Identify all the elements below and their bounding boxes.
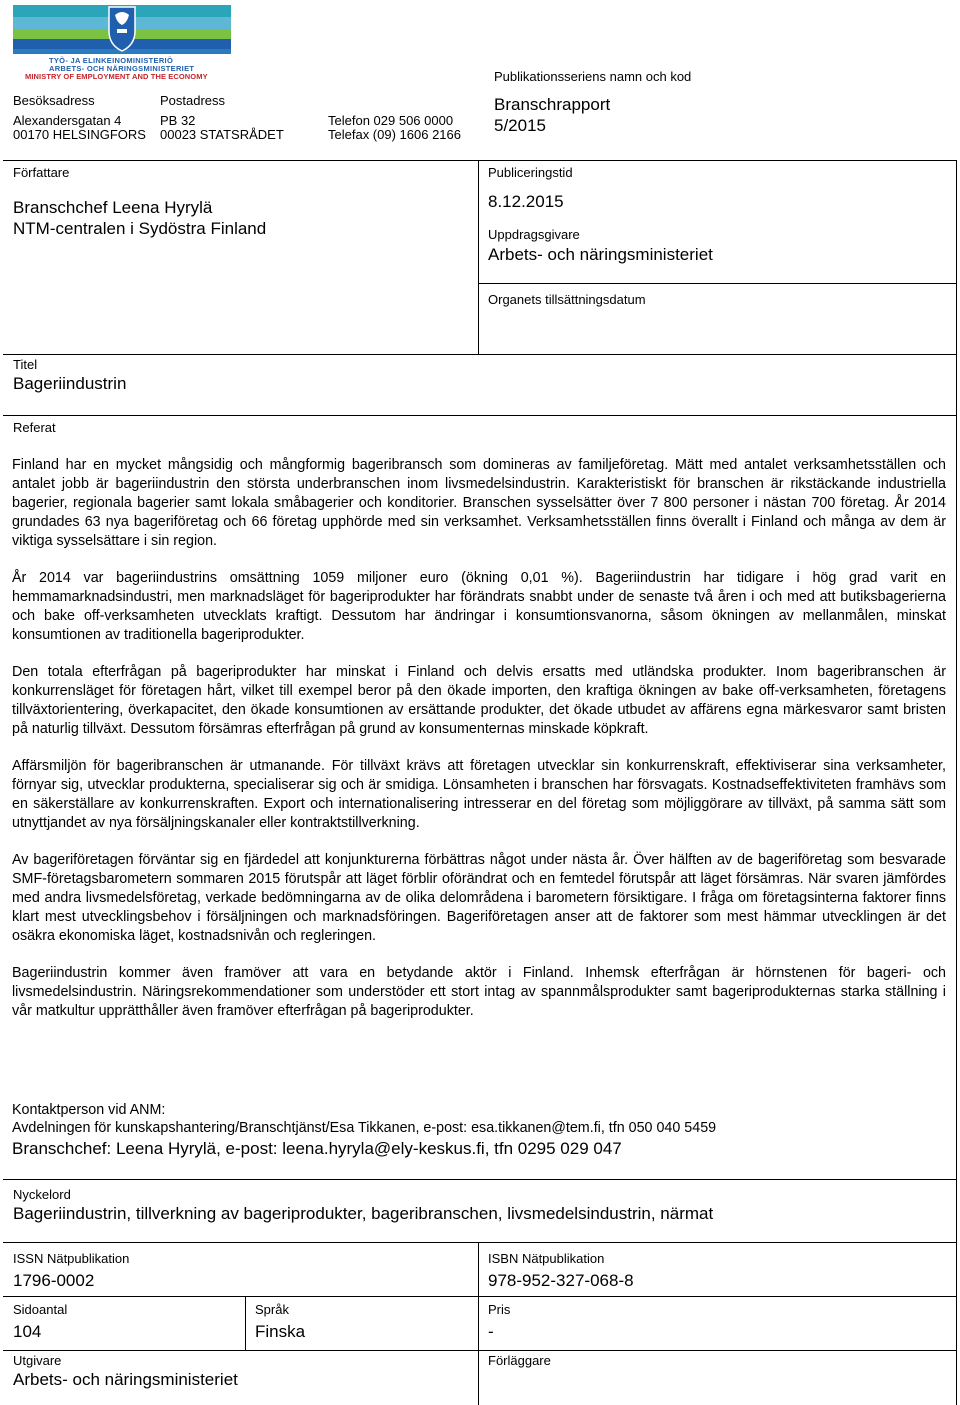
visit-address-city: 00170 HELSINGFORS bbox=[13, 127, 146, 142]
divider bbox=[478, 160, 479, 354]
divider bbox=[478, 1242, 479, 1405]
isbn-label: ISBN Nätpublikation bbox=[488, 1251, 605, 1266]
pages-label: Sidoantal bbox=[13, 1302, 68, 1317]
author-label: Författare bbox=[13, 165, 70, 180]
abstract-paragraph: Av bageriföretagen förväntar sig en fjärdedel att konjunkturerna förbättras något under nästa år. Över hälften av de bageriföretag som besvarade SMF-företagsbarometern sommaren 2015 förutspår att läget förblir oförändrat och en femtedel förutspår att läget försämras. När svaren jämfördes med andra livsmedelsföretag, verkade bedömningarna av de olika delområdena i barometern försiktigare. I fråga om företagsinterna faktorer finns klart mest utvecklingsbehov i försäljningen och marknadsföringen. Bageriföretagen anser att de faktorer som mest hämmar utvecklingen är det osäkra ekonomiska läget, kostnadsnivån och regleringen. bbox=[12, 852, 946, 944]
contact-line-2: Branschchef: Leena Hyrylä, e-post: leena.hyryla@ely-keskus.fi, tfn 0295 029 047 bbox=[12, 1139, 622, 1158]
post-address-city: 00023 STATSRÅDET bbox=[160, 127, 284, 142]
abstract-paragraph: År 2014 var bageriindustrins omsättning 1059 miljoner euro (ökning 0,01 %). Bageriindustrin har tidigare i hög grad varit en hemmamarknadsindustri, men marknadsläget för bageriprodukter har förändrats snabbt under de senaste två åren i och med att butiksbagerierna och bake off-verksamheten utvecklats kraftigt. Dessutom har ändringar i konsumtionsvanorna, såsom ökningen av mellanmålen, minskat konsumtionen av traditionella bageriprodukter. bbox=[12, 570, 946, 643]
author-organisation: NTM-centralen i Sydöstra Finland bbox=[13, 219, 267, 238]
language-label: Språk bbox=[255, 1302, 289, 1317]
series-label: Publikationsseriens namn och kod bbox=[494, 69, 692, 84]
divider bbox=[3, 415, 956, 416]
abstract-paragraph: Affärsmiljön för bageribranschen är utmanande. För tillväxt krävs att företagen utvecklar sin konkurrenskraft, effektiviserar sina verksamheter, förnyar sig, utvecklar produkterna, specialiserar sig och är smidiga. Lönsamheten i branschen har försvagats. Kostnadseffektiviteten framhävs som en säkerställare av konkurrenskraften. Export och internationalisering intresserar en del företag som möjliggörare av tillväxt, på samma sätt som utnyttjandet av nya försäljningskanaler eller kontraktstillverkning. bbox=[12, 758, 946, 831]
post-address-label: Postadress bbox=[160, 93, 226, 108]
issuer-label: Utgivare bbox=[13, 1353, 62, 1368]
issuer-value: Arbets- och näringsministeriet bbox=[13, 1370, 238, 1389]
abstract-paragraph: Den totala efterfrågan på bageriprodukter har minskat i Finland och delvis ersatts med utländska produkter. Inom bageribranschen är konkurrensläget för företagen hårt, vilket till exempel beror på den ökade importen, den kraftiga ökningen av bake off-verksamheten, företagens tillväxtorientering, överkapacitet, den ökade konsumtionen av ersättande produkter, det ökade utbudet av affärens egna märkesvaror samt bristen på naturlig tillväxt. Dessutom försämras efterfrågan på grund av konsumenternas minskade köpkraft. bbox=[12, 664, 946, 737]
divider bbox=[3, 354, 956, 355]
price-value: - bbox=[488, 1322, 494, 1341]
publication-date-value: 8.12.2015 bbox=[488, 192, 564, 211]
divider bbox=[3, 1242, 956, 1243]
divider bbox=[956, 160, 957, 1405]
price-label: Pris bbox=[488, 1302, 511, 1317]
contact-line-1: Avdelningen för kunskapshantering/Branschtjänst/Esa Tikkanen, e-post: esa.tikkanen@tem.fi, tfn 050 040 5459 bbox=[12, 1120, 717, 1136]
isbn-value: 978-952-327-068-8 bbox=[488, 1271, 634, 1290]
language-value: Finska bbox=[255, 1322, 306, 1341]
logo-text-sv: ARBETS- OCH NÄRINGSMINISTERIET bbox=[49, 64, 195, 73]
divider bbox=[3, 1350, 956, 1351]
commissioner-value: Arbets- och näringsministeriet bbox=[488, 245, 713, 264]
phone-number: Telefon 029 506 0000 bbox=[328, 113, 454, 128]
title-label: Titel bbox=[13, 357, 38, 372]
divider bbox=[245, 1296, 246, 1350]
logo-text-fi: TYÖ- JA ELINKEINOMINISTERIÖ bbox=[49, 56, 174, 65]
keywords-label: Nyckelord bbox=[13, 1187, 71, 1202]
issn-value: 1796-0002 bbox=[13, 1271, 95, 1290]
divider bbox=[3, 1179, 956, 1180]
abstract-paragraph: Finland har en mycket mångsidig och mångformig bageribransch som domineras av familjeföretag. Mätt med antalet verksamhetsställen och antalet jobb är bageriindustrin den största underbranschen inom livsmedelsindustrin. Karakteristiskt för branschen är rikstäckande industriella bagerier, regionala bagerier samt lokala småbagerier och konditorier. Branschen sysselsätter över 7 800 personer i nästan 700 företag. År 2014 grundades 63 nya bageriföretag och 66 företag upphörde med sin verksamhet. Verksamhetsställen finns överallt i Finland och många av dem är viktiga sysselsättare i sin region. bbox=[12, 457, 946, 549]
divider bbox=[3, 1296, 956, 1297]
pages-value: 104 bbox=[13, 1322, 42, 1341]
issn-label: ISSN Nätpublikation bbox=[13, 1251, 130, 1266]
commissioner-label: Uppdragsgivare bbox=[488, 227, 580, 242]
logo-text-en: MINISTRY OF EMPLOYMENT AND THE ECONOMY bbox=[25, 72, 208, 81]
publisher-label: Förläggare bbox=[488, 1353, 551, 1368]
series-name: Branschrapport bbox=[494, 95, 611, 114]
abstract-body bbox=[12, 456, 946, 1039]
visit-address-street: Alexandersgatan 4 bbox=[13, 113, 122, 128]
fax-number: Telefax (09) 1606 2166 bbox=[328, 127, 461, 142]
contact-label: Kontaktperson vid ANM: bbox=[12, 1102, 166, 1118]
author-name: Branschchef Leena Hyrylä bbox=[13, 198, 213, 217]
abstract-paragraph: Bageriindustrin kommer även framöver att vara en betydande aktör i Finland. Inhemsk efterfrågan är hörnstenen för bageri- och livsmedelsindustrin. Näringsrekommendationer som understöder ett stort intag av spannmålsprodukter samt bageriprodukternas starka ställning i vår matkultur upprätthåller även framöver efterfrågan på bageriprodukter. bbox=[12, 965, 946, 1019]
visit-address-label: Besöksadress bbox=[13, 93, 95, 108]
document-title: Bageriindustrin bbox=[13, 374, 127, 393]
divider bbox=[3, 160, 956, 161]
publication-date-label: Publiceringstid bbox=[488, 165, 573, 180]
series-code: 5/2015 bbox=[494, 116, 546, 135]
post-address-box: PB 32 bbox=[160, 113, 196, 128]
abstract-label: Referat bbox=[13, 420, 56, 435]
ministry-logo bbox=[13, 5, 231, 81]
org-date-label: Organets tillsättningsdatum bbox=[488, 292, 646, 307]
keywords-value: Bageriindustrin, tillverkning av bageriprodukter, bageribranschen, livsmedelsindustrin, närmat bbox=[13, 1204, 714, 1223]
divider bbox=[478, 283, 956, 284]
